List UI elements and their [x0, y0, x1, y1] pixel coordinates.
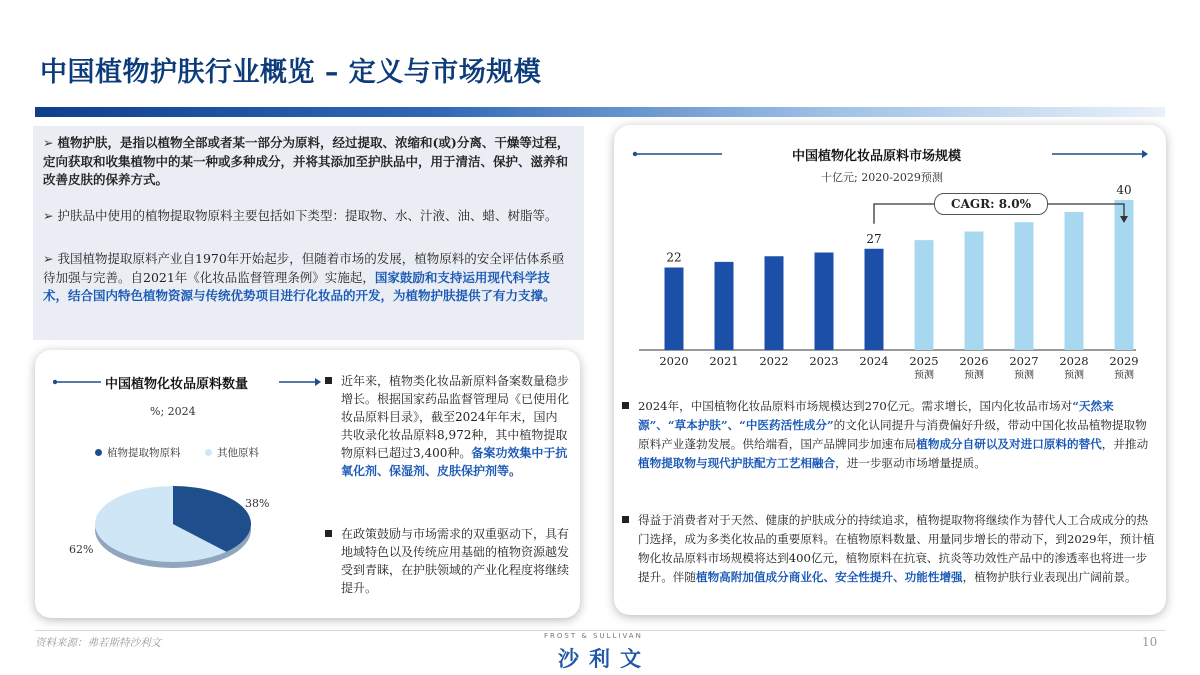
- legend-dot-icon: [95, 449, 102, 456]
- ingredient-count-card: [35, 350, 580, 618]
- arrow-bullet-icon: ➢: [43, 251, 54, 266]
- square-bullet-icon: [622, 516, 629, 523]
- legend-plant: [95, 445, 181, 460]
- logo-caption: FROST & SULLIVAN: [544, 632, 643, 640]
- x-tick-label: 2029: [1109, 354, 1139, 368]
- arrow-bullet-icon: ➢: [43, 208, 54, 223]
- left-bullet-2-text: 在政策鼓励与市场需求的双重驱动下，具有地域特色以及传统应用基础的植物资源越发受到青睐，在护肤领域的产业化程度将继续提升。: [341, 527, 570, 595]
- intro-paragraph-2: [43, 207, 573, 226]
- source-note: 资料来源：弗若斯特沙利文: [35, 637, 161, 649]
- square-bullet-icon: [325, 377, 332, 384]
- rb1-b3: 植物提取物与现代护肤配方工艺相融合: [638, 456, 836, 470]
- x-tick-label: 2023: [809, 354, 839, 368]
- intro-p2-text: 护肤品中使用的植物提取物原料主要包括如下类型：提取物、水、汁液、油、蜡、树脂等。: [57, 208, 558, 223]
- bar-2027: [1015, 222, 1034, 350]
- x-tick-label: 2026: [959, 354, 989, 368]
- rb2-b1: 植物高附加值成分商业化、安全性提升、功能性增强: [695, 570, 963, 584]
- rb1-t2: 的文化认同提升与消费偏好升级，带动中国化妆品植物提取物原料产业蓬勃发展。供给端看，国产品牌同步加速布局: [638, 418, 1147, 451]
- rb1-t3: ，并推动: [1101, 437, 1149, 451]
- cagr-bracket-right: [1048, 204, 1124, 216]
- square-bullet-icon: [325, 530, 332, 537]
- right-bullet-2: [638, 511, 1158, 587]
- logo: 沙利文: [558, 647, 651, 671]
- x-tick-label: 2028: [1059, 354, 1089, 368]
- left-bullet-1-highlight: 备案功效集中于抗氧化剂、保湿剂、皮肤保护剂等。: [341, 446, 568, 478]
- pie-chart-title: 中国植物化妆品原料数量: [105, 377, 249, 392]
- square-bullet-icon: [622, 402, 629, 409]
- pie-label-plant: 38%: [245, 497, 270, 510]
- left-bullet-1: [341, 372, 569, 480]
- forecast-label: 预测: [1014, 370, 1034, 381]
- arrow-bullet-icon: ➢: [43, 135, 54, 150]
- bar-2026: [965, 232, 984, 351]
- intro-paragraph-3: [43, 250, 573, 306]
- intro-p3-text: 我国植物提取原料产业自1970年开始起步，但随着市场的发展，植物原料的安全评估体系亟待加强与完善。自2021年《化妆品监督管理条例》实施起，: [43, 251, 565, 285]
- x-tick-label: 2024: [859, 354, 889, 368]
- forecast-label: 预测: [964, 370, 984, 381]
- bar-chart-title: 中国植物化妆品原料市场规模: [792, 149, 962, 164]
- bar-chart-subtitle: 十亿元; 2020-2029预测: [821, 171, 943, 184]
- cagr-label: CAGR: 8.0%: [934, 193, 1048, 215]
- forecast-label: 预测: [914, 370, 934, 381]
- intro-box: [33, 126, 584, 340]
- rb2-t1: 得益于消费者对于天然、健康的护肤成分的持续追求，植物提取物将继续作为替代人工合成成分的热门选择，成为多类化妆品的重要原料。在植物原料数量、用量同步增长的带动下，到2029年，预计植物化妆品原料市场规模将达到400亿元，植物原料在抗衰、抗炎等功效性产品中的渗透率也将进一步提升。伴随: [638, 513, 1155, 584]
- left-bullet-2: [341, 525, 569, 597]
- intro-paragraph-1: [43, 134, 573, 190]
- pie-label-other: 62%: [69, 543, 94, 556]
- x-tick-label: 2022: [759, 354, 789, 368]
- bar-chart: [614, 125, 1166, 390]
- x-tick-label: 2025: [909, 354, 939, 368]
- legend-label: 植物提取物原料: [107, 447, 181, 459]
- left-bullet-1-text: 近年来，植物类化妆品新原料备案数量稳步增长。根据国家药品监督管理局《已使用化妆品原料目录》，截至2024年年末，国内共收录化妆品原料8,972种，其中植物提取物原料已超过3,400种。: [341, 374, 570, 460]
- right-bullet-1: [638, 397, 1158, 473]
- legend-other: [205, 445, 259, 460]
- data-label: 22: [666, 250, 682, 265]
- forecast-label: 预测: [1114, 370, 1134, 381]
- pie-chart: [90, 478, 260, 578]
- intro-p3-highlight: 国家鼓励和支持运用现代科学技术，结合国内特色植物资源与传统优势项目进行化妆品的开发，为植物护肤提供了有力支撑。: [43, 269, 556, 303]
- bar-2021: [715, 262, 734, 350]
- bar-2025: [915, 240, 934, 350]
- bar-2022: [765, 256, 784, 350]
- intro-p1-text: 植物护肤，是指以植物全部或者某一部分为原料，经过提取、浓缩和(或)分离、干燥等过程，定向获取和收集植物中的某一种或多种成分，并将其添加至护肤品中，用于清洁、保护、滋养和改善皮肤的保养方式。: [43, 135, 570, 187]
- bar-2023: [815, 253, 834, 351]
- rb1-t1: 2024年，中国植物化妆品原料市场规模达到270亿元。需求增长，国内化妆品市场对: [638, 399, 1073, 413]
- rb2-t2: ，植物护肤行业表现出广阔前景。: [962, 570, 1137, 584]
- rb1-t4: ，进一步驱动市场增量提质。: [835, 456, 986, 470]
- bar-2024: [865, 249, 884, 350]
- data-label: 40: [1116, 183, 1132, 197]
- rb1-b2: 植物成分自研以及对进口原料的替代: [916, 437, 1102, 451]
- x-tick-label: 2020: [659, 354, 689, 368]
- data-label: 27: [866, 231, 882, 246]
- legend-label: 其他原料: [217, 447, 259, 459]
- market-size-card: [614, 125, 1166, 615]
- page-number: 10: [1142, 635, 1158, 649]
- title-underline-bar: [35, 107, 1165, 117]
- footer-divider: [35, 630, 1165, 631]
- page-title: 中国植物护肤行业概览 – 定义与市场规模: [40, 57, 542, 88]
- legend-dot-icon: [205, 449, 212, 456]
- x-tick-label: 2027: [1009, 354, 1039, 368]
- rb1-b1: “天然来源”、“草本护肤”、“中医药活性成分”: [638, 399, 1114, 432]
- bar-2028: [1065, 212, 1084, 350]
- forecast-label: 预测: [1064, 370, 1084, 381]
- x-tick-label: 2021: [709, 354, 739, 368]
- pie-chart-subtitle: %; 2024: [150, 405, 196, 418]
- cagr-bracket-left: [874, 204, 934, 224]
- bar-2020: [665, 268, 684, 351]
